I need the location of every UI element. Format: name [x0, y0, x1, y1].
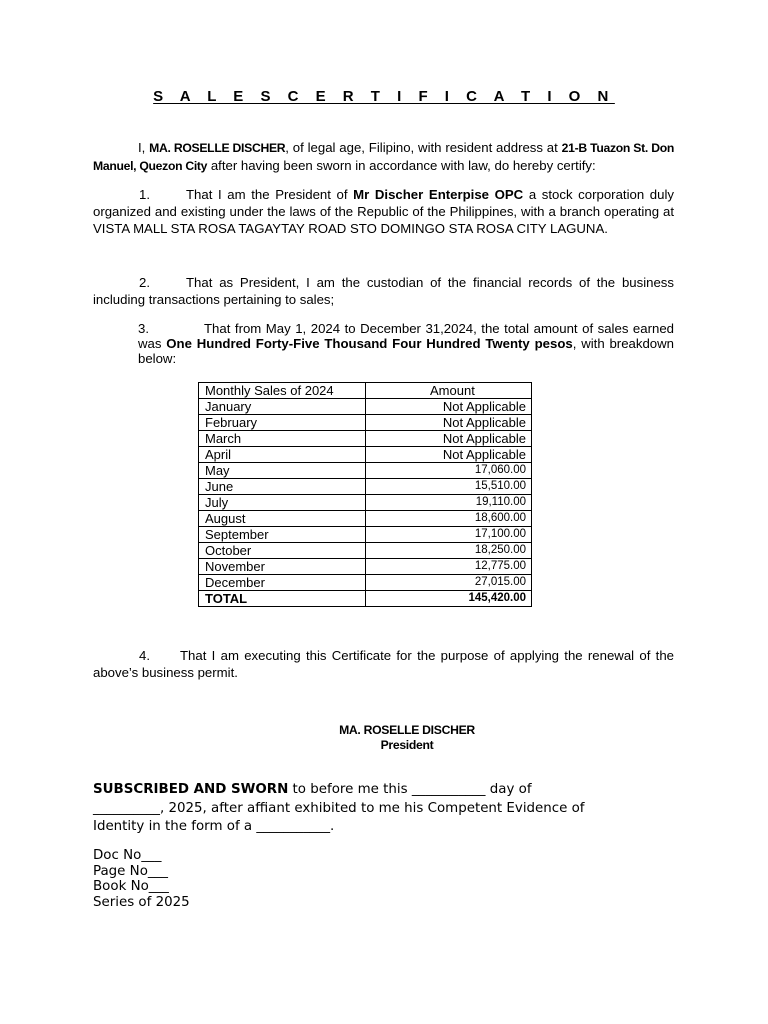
item-3-text-2: , with breakdown below:: [138, 336, 674, 366]
book-number: Book No___: [93, 879, 169, 894]
amount-cell: Not Applicable: [366, 415, 532, 431]
intro-text-1: I,: [138, 140, 150, 155]
table-row: [199, 543, 532, 559]
amount-cell: Not Applicable: [366, 447, 532, 463]
amount-cell: 19,110.00: [366, 495, 532, 511]
table-row: [199, 399, 532, 415]
item-3-number: 3.: [138, 321, 149, 336]
monthly-sales-table: [198, 382, 532, 607]
header-amount: Amount: [366, 383, 532, 399]
affiant-name: MA. ROSELLE DISCHER: [149, 141, 286, 155]
table-row: [199, 447, 532, 463]
notarial-details: [93, 848, 190, 910]
page-number: Page No___: [93, 863, 168, 879]
item-1-text-2: a stock corporation duly organized and existing under the laws of the Republic of the Philippines, with a branch operating at VISTA MALL STA ROSA TAGAYTAY ROAD STO DOMINGO STA ROSA CITY LAGUNA.: [93, 187, 674, 236]
item-2-paragraph: [93, 274, 674, 308]
month-cell: April: [199, 447, 366, 463]
company-name: Mr Discher Enterpise OPC: [353, 187, 524, 202]
document-title: S A L E S C E R T I F I C A T I O N: [153, 88, 615, 105]
amount-cell: 27,015.00: [366, 575, 532, 591]
item-3-text-1: That from May 1, 2024 to December 31,2024, the total amount of sales earned was: [138, 321, 674, 351]
table-row: [199, 511, 532, 527]
jurat-line-3: Identity in the form of a ___________.: [93, 819, 335, 834]
amount-cell: 15,510.00: [366, 479, 532, 495]
jurat-block: [93, 781, 653, 837]
amount-cell: Not Applicable: [366, 431, 532, 447]
table-row: [199, 415, 532, 431]
month-cell: August: [199, 511, 366, 527]
table-total-row: [199, 591, 532, 607]
table-row: [199, 575, 532, 591]
month-cell: June: [199, 479, 366, 495]
affiant-address: 21-B Tuazon St. Don Manuel, Quezon City: [93, 141, 674, 173]
item-1-text-1: That I am the President of: [186, 187, 354, 202]
table-row: [199, 527, 532, 543]
month-cell: November: [199, 559, 366, 575]
amount-cell: 12,775.00: [366, 559, 532, 575]
jurat-heading: SUBSCRIBED AND SWORN: [93, 782, 289, 797]
signatory-name: MA. ROSELLE DISCHER: [339, 723, 475, 737]
amount-cell: 18,600.00: [366, 511, 532, 527]
item-1-number: 1.: [139, 187, 150, 202]
amount-cell: 17,100.00: [366, 527, 532, 543]
jurat-line-1: [93, 781, 653, 800]
table-row: [199, 463, 532, 479]
signatory-position: President: [380, 738, 434, 752]
amount-cell: Not Applicable: [366, 399, 532, 415]
item-4-text: That I am executing this Certificate for the purpose of applying the renewal of the above’s business permit.: [93, 648, 674, 680]
doc-number: Doc No___: [93, 848, 162, 863]
intro-text-2: , of legal age, Filipino, with resident address at: [285, 140, 562, 155]
table-header-row: [199, 383, 532, 399]
month-cell: July: [199, 495, 366, 511]
total-label: TOTAL: [199, 591, 366, 607]
intro-text-3: after having been sworn in accordance with law, do hereby certify:: [207, 158, 596, 173]
item-2-text: That as President, I am the custodian of the financial records of the business including transactions pertaining to sales;: [93, 275, 674, 307]
table-row: [199, 559, 532, 575]
month-cell: September: [199, 527, 366, 543]
total-amount: 145,420.00: [366, 591, 532, 607]
month-cell: October: [199, 543, 366, 559]
amount-cell: 18,250.00: [366, 543, 532, 559]
amount-cell: 17,060.00: [366, 463, 532, 479]
item-4-number: 4.: [139, 648, 150, 663]
item-1-paragraph: [93, 186, 674, 237]
item-2-number: 2.: [139, 275, 150, 290]
month-cell: May: [199, 463, 366, 479]
amount-in-words: One Hundred Forty-Five Thousand Four Hundred Twenty pesos: [166, 336, 573, 351]
item-4-paragraph: [93, 647, 674, 681]
month-cell: February: [199, 415, 366, 431]
jurat-line-2: __________, 2025, after affiant exhibited to me his Competent Evidence of: [93, 800, 585, 816]
header-month: Monthly Sales of 2024: [199, 383, 366, 399]
table-row: [199, 431, 532, 447]
month-cell: January: [199, 399, 366, 415]
jurat-text-1: to before me this ___________ day of: [288, 782, 532, 797]
month-cell: March: [199, 431, 366, 447]
item-3-paragraph: [138, 321, 674, 366]
month-cell: December: [199, 575, 366, 591]
series-year: Series of 2025: [93, 894, 190, 910]
intro-paragraph: [93, 139, 674, 175]
table-row: [199, 479, 532, 495]
table-row: [199, 495, 532, 511]
